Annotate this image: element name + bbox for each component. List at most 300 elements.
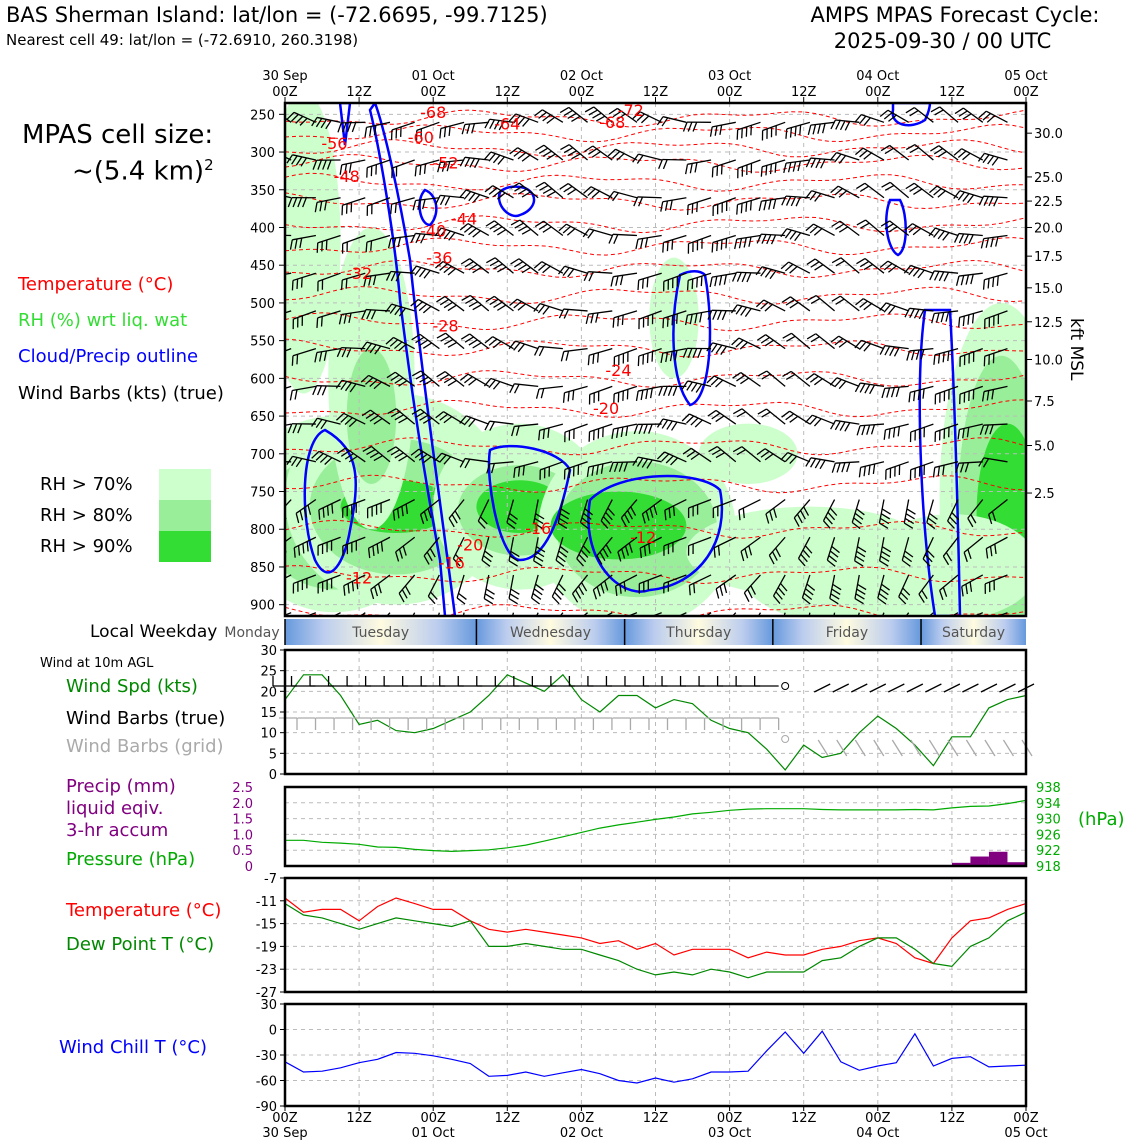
wind-barb-feather xyxy=(473,195,479,203)
temperature-panel xyxy=(256,872,1026,1001)
wind-barb-feather xyxy=(856,183,864,188)
wind-barb-feather xyxy=(672,422,677,430)
wind-barb-feather xyxy=(592,152,600,158)
wind-barb-feather xyxy=(494,264,503,269)
wind-barb-feather xyxy=(611,277,613,287)
wind-barb-feather xyxy=(981,239,983,249)
wind-barb-feather xyxy=(497,230,506,235)
wind-barb-feather xyxy=(948,351,949,361)
wind-barb xyxy=(787,122,810,129)
wind-barb-feather xyxy=(859,116,865,124)
pressure-tick-label: 450 xyxy=(250,259,275,275)
wind-barb xyxy=(614,386,637,394)
bottom-axis-date: 03 Oct xyxy=(708,1126,752,1140)
wind-barb-feather xyxy=(782,297,790,302)
wind-barb-feather xyxy=(692,279,693,289)
panel-tick-label: 10 xyxy=(260,726,277,742)
wind-barb-feather xyxy=(769,200,771,210)
wind-barbs-grid-label: Wind Barbs (grid) xyxy=(66,736,224,757)
wind-barb-feather xyxy=(830,378,837,385)
panel-tick-label: -23 xyxy=(255,963,277,979)
wind-barb-feather xyxy=(913,269,919,277)
wind-barb-feather xyxy=(717,241,718,251)
wind-barb-feather xyxy=(815,194,821,202)
wind-barb-feather xyxy=(855,115,861,123)
wind-barb xyxy=(662,160,686,161)
wind-barb-feather xyxy=(800,125,801,135)
wind-barb-feather xyxy=(938,466,939,476)
wind-barb xyxy=(470,259,489,274)
pressure-tick-label: 800 xyxy=(250,523,275,539)
bottom-axis-date: 05 Oct xyxy=(1004,1126,1048,1140)
wind-barb xyxy=(539,386,563,389)
wind-barb-feather xyxy=(664,386,668,395)
wind-barb-feather xyxy=(294,548,295,558)
wind-barb-feather xyxy=(682,381,688,389)
wind-barb xyxy=(837,378,859,387)
nearest-cell-subtitle: Nearest cell 49: lat/lon = (-72.6910, 260.3198) xyxy=(6,31,359,49)
weekday-name: Monday xyxy=(224,625,280,641)
wind-barb-feather xyxy=(292,356,293,366)
wind-barb-feather xyxy=(564,186,572,191)
wind-barb-feather xyxy=(391,204,392,214)
wind-barb-feather xyxy=(547,117,555,123)
wind-barb-feather xyxy=(276,196,282,204)
wind-barb-feather xyxy=(352,123,355,132)
wind-barb-feather xyxy=(715,126,717,136)
wind-barb-feather xyxy=(736,306,742,314)
top-axis-hour: 12Z xyxy=(939,85,965,100)
wind-barb xyxy=(519,183,538,198)
wind-barb-feather xyxy=(997,276,998,286)
wind-barb-feather xyxy=(783,371,792,376)
pressure-tick-label: 600 xyxy=(250,372,275,388)
wind-barb-feather xyxy=(687,416,694,423)
wind-barb-feather xyxy=(647,277,648,287)
wind-barb-feather xyxy=(695,420,702,427)
wind-barb-feather xyxy=(761,167,762,177)
wind-barb-feather xyxy=(914,391,915,401)
wind-barb-feather xyxy=(835,379,842,386)
wind-barb-feather xyxy=(946,312,949,322)
wind-barb-feather xyxy=(608,149,615,156)
panel-tick-label: -90 xyxy=(255,1100,277,1115)
wind-barb xyxy=(470,334,489,349)
wind-barb-feather xyxy=(467,124,470,134)
wind-panel-title: Wind at 10m AGL xyxy=(40,656,154,671)
weekday-name: Saturday xyxy=(941,625,1006,641)
kft-tick-label: 17.5 xyxy=(1034,250,1063,266)
wind-barb xyxy=(713,198,736,206)
wind-barb-feather xyxy=(423,343,431,348)
wind-barb-feather xyxy=(667,241,668,251)
wind-barb xyxy=(491,378,514,386)
wind-barb-feather xyxy=(268,394,269,404)
wind-barb-feather xyxy=(268,235,272,244)
wind-barb-feather xyxy=(567,229,575,236)
wind-barb-feather xyxy=(811,262,819,267)
legend-rh: RH (%) wrt liq. wat xyxy=(18,310,188,331)
wind-barb-feather xyxy=(636,391,638,401)
wind-barb-feather xyxy=(775,163,776,173)
wind-barb-feather xyxy=(278,581,279,591)
wind-barb-feather xyxy=(935,271,939,280)
wind-barb-feather xyxy=(522,267,530,272)
kft-tick-label: 5.0 xyxy=(1034,439,1055,455)
wind-barb-feather xyxy=(485,594,494,599)
wind-barb-feather xyxy=(522,155,530,161)
wind-barb-feather xyxy=(272,392,273,402)
wind-barb-feather xyxy=(961,275,963,285)
cell-size-label: MPAS cell size: xyxy=(22,120,214,150)
wind-barb xyxy=(564,349,588,352)
wind-barb xyxy=(593,146,612,160)
wind-barb-feather xyxy=(475,159,480,168)
wind-barb-feather xyxy=(539,148,548,153)
wind-barb-feather xyxy=(933,467,934,477)
wind-barb-feather xyxy=(867,425,870,435)
wind-barb-feather xyxy=(322,317,323,327)
pressure-tick-label: 918 xyxy=(1036,860,1061,875)
wind-barb-feather xyxy=(711,344,717,352)
wind-barb xyxy=(890,145,909,160)
wind-barb-feather xyxy=(733,409,742,414)
wind-barb-feather xyxy=(532,598,540,604)
wind-barb-feather xyxy=(272,317,273,327)
wind-barb-feather xyxy=(275,276,277,286)
pressure-tick-label: 750 xyxy=(250,485,275,501)
temperature-label: -68 xyxy=(599,112,626,132)
wind-barb-feather xyxy=(795,126,796,136)
wind-barb-feather xyxy=(266,277,268,287)
wind-barb-feather xyxy=(810,376,818,382)
wind-barb xyxy=(786,160,810,163)
wind-barb-feather xyxy=(892,388,895,398)
wind-barb-feather xyxy=(887,388,890,398)
wind-barb-feather xyxy=(618,316,619,326)
wind-barb-feather xyxy=(714,548,715,558)
wind-barb-feather xyxy=(831,420,836,429)
wind-barb-feather xyxy=(816,159,820,168)
wind-barb-feather xyxy=(713,310,717,319)
wind-barb-feather xyxy=(783,333,792,338)
wind-barb-feather xyxy=(884,113,892,119)
wind-barb-feather xyxy=(836,299,845,304)
wind-barb-feather xyxy=(564,309,568,318)
wind-barb-feather xyxy=(663,243,664,253)
wind-barb-feather xyxy=(840,422,845,431)
wind-barb-feather xyxy=(489,154,495,162)
wind-barb-feather xyxy=(275,517,280,526)
wind-barb xyxy=(885,386,909,388)
wind-barb-feather xyxy=(588,355,589,365)
wind-barb-feather xyxy=(411,233,415,242)
wind-barb-feather xyxy=(511,589,520,594)
wind-barb xyxy=(613,273,637,276)
wind-barb-feather xyxy=(515,384,520,393)
wind-barb-feather xyxy=(560,107,569,112)
wind-barb xyxy=(589,349,612,356)
wind-barb-feather xyxy=(464,377,472,383)
bottom-axis-hour: 00Z xyxy=(272,1111,298,1126)
wind-barb-feather xyxy=(448,380,457,385)
top-axis-date: 05 Oct xyxy=(1004,69,1048,84)
precip-label-1: Precip (mm) xyxy=(66,776,176,797)
wind-barb-feather xyxy=(449,126,450,136)
wind-barb-feather xyxy=(906,108,915,113)
wind-barb-feather xyxy=(835,224,843,229)
wind-barb-feather xyxy=(808,125,810,135)
wind-barb-feather xyxy=(938,231,944,239)
temperature-label: -68 xyxy=(420,103,447,123)
wind-barb-feather xyxy=(585,107,594,112)
wind-barb-feather xyxy=(484,152,490,160)
wind-barb-feather xyxy=(448,342,457,347)
top-axis-hour: 00Z xyxy=(272,85,298,100)
wind-barb-feather xyxy=(535,145,544,150)
wind-barb xyxy=(613,424,636,429)
wind-barb-feather xyxy=(758,371,767,376)
wind-barb xyxy=(542,110,562,123)
wind-barb-feather xyxy=(638,280,639,290)
wind-barb-feather xyxy=(737,205,738,215)
wind-barb-feather xyxy=(909,392,910,402)
wind-barb-feather xyxy=(697,277,698,287)
kft-tick-label: 20.0 xyxy=(1034,221,1063,237)
wind-barb-feather xyxy=(688,280,689,290)
wind-barb-feather xyxy=(860,301,868,307)
wind-barb-feather xyxy=(740,378,748,384)
wind-barb-feather xyxy=(419,304,427,311)
wind-barb-feather xyxy=(537,389,539,399)
wind-barb-feather xyxy=(910,309,915,318)
wind-barb-feather xyxy=(657,419,662,427)
wind-barb-feather xyxy=(733,373,741,379)
wind-barb-feather xyxy=(395,203,396,213)
pressure-tick-label: 938 xyxy=(1036,781,1061,796)
weekday-name: Thursday xyxy=(666,625,732,641)
wind-barb-feather xyxy=(370,126,371,136)
wind-barb-feather xyxy=(497,267,506,272)
wind-barb-feather xyxy=(721,346,727,354)
wind-barb-feather xyxy=(484,599,493,604)
wind-barb-feather xyxy=(534,589,542,595)
wind-barb-feather xyxy=(923,389,924,399)
wind-barb-feather xyxy=(697,202,698,212)
wind-barb-feather xyxy=(413,201,415,211)
wind-barb-feather xyxy=(726,238,727,248)
wind-barb-feather xyxy=(708,410,716,416)
wind-barb-feather xyxy=(663,318,664,328)
top-axis-date: 02 Oct xyxy=(559,69,603,84)
wind-barb-feather xyxy=(913,228,921,234)
wind-barb-feather xyxy=(762,234,766,243)
wind-barb-feather xyxy=(967,195,973,203)
wind-barb-feather xyxy=(465,337,474,342)
wind-barb-feather xyxy=(460,157,465,166)
wind-barb-feather xyxy=(489,188,497,194)
wind-barb xyxy=(863,148,884,160)
wind-barb-feather xyxy=(441,196,445,205)
wind-barb-feather xyxy=(322,386,326,395)
precip-pressure-panel xyxy=(232,781,1061,875)
temperature-label: -20 xyxy=(593,398,620,418)
wind-barb-feather xyxy=(461,259,469,264)
wind-barb-feather xyxy=(469,193,475,201)
wind-barb-feather xyxy=(720,586,723,596)
wind-barb-feather xyxy=(457,598,465,604)
wind-barb xyxy=(886,462,909,470)
wind-barb-feather xyxy=(757,335,765,341)
wind-barb-feather xyxy=(295,390,297,400)
kft-tick-label: 30.0 xyxy=(1034,127,1063,143)
pressure-tick-label: 934 xyxy=(1036,796,1061,812)
precip-bar xyxy=(970,857,989,866)
weekday-label: Local Weekday xyxy=(90,622,218,642)
wind-barb xyxy=(465,122,489,124)
wind-barb-feather xyxy=(462,125,465,135)
wind-barb xyxy=(367,160,390,168)
wind-barb-feather xyxy=(987,116,994,123)
wind-barb-feather xyxy=(297,279,298,289)
wind-barb-feather xyxy=(746,202,747,212)
temperature-label: -64 xyxy=(494,114,521,134)
top-axis-date: 03 Oct xyxy=(708,69,752,84)
wind-barb-feather xyxy=(957,276,959,286)
wind-barb-feather xyxy=(511,259,519,264)
wind-barb-feather xyxy=(539,224,547,229)
wind-barb-feather xyxy=(839,381,846,388)
cell-size-superscript: 2 xyxy=(204,156,214,174)
wind-barb-feather xyxy=(691,383,697,391)
wind-barb-feather xyxy=(722,311,726,320)
wind-barb-feather xyxy=(939,272,943,281)
temperature-label: -28 xyxy=(432,316,459,336)
wind-barb-feather xyxy=(290,391,292,401)
wind-barb xyxy=(914,183,933,197)
wind-barb-feather xyxy=(885,346,890,355)
wind-barb-feather xyxy=(869,465,870,475)
wind-barb-feather xyxy=(497,305,505,310)
wind-barb xyxy=(588,311,612,314)
wind-barb-feather xyxy=(547,192,556,197)
wind-barb xyxy=(518,148,539,160)
wind-barb xyxy=(861,340,884,348)
wind-barb xyxy=(963,108,982,122)
panel-tick-label: 20 xyxy=(260,685,277,701)
pressure-tick-label: 500 xyxy=(250,296,275,312)
wind-barb xyxy=(342,160,366,165)
wind-barb xyxy=(766,335,786,349)
wind-barb-feather xyxy=(317,318,318,328)
bottom-axis-date: 02 Oct xyxy=(559,1126,603,1140)
panel-tick-label: 5 xyxy=(268,747,277,763)
wind-barb-feather xyxy=(837,463,840,473)
wind-barb-feather xyxy=(687,382,693,390)
wind-barb-feather xyxy=(264,462,268,471)
wind-barb-feather xyxy=(673,386,677,395)
wind-barb-feather xyxy=(955,108,963,113)
wind-barb-feather xyxy=(637,155,643,163)
legend-temperature: Temperature (°C) xyxy=(18,274,174,295)
wind-barb-feather xyxy=(716,380,723,387)
wind-barb xyxy=(959,273,983,276)
wind-barb xyxy=(860,424,884,426)
precip-tick-label: 1.0 xyxy=(232,828,253,844)
wind-barb-feather xyxy=(511,220,520,225)
wind-barb xyxy=(790,411,810,424)
wind-barb-feather xyxy=(906,514,915,519)
wind-barb-feather xyxy=(692,204,693,214)
wind-barb-feather xyxy=(864,118,870,126)
wind-barb xyxy=(865,183,884,197)
wind-barb-feather xyxy=(865,384,870,393)
wind-barb-feather xyxy=(668,386,672,395)
wind-barb-feather xyxy=(806,458,811,467)
wind-barb-feather xyxy=(266,428,268,438)
wind-barb xyxy=(391,235,415,238)
weekday-name: Friday xyxy=(825,625,869,641)
wind-barb-feather xyxy=(323,508,324,518)
wind-barb-feather xyxy=(459,593,467,599)
wind-barb-feather xyxy=(784,163,786,173)
panel-tick-label: 25 xyxy=(260,664,277,680)
panel-tick-label: 15 xyxy=(260,706,277,721)
wind-barb-feather xyxy=(910,111,919,116)
wind-barb-feather xyxy=(518,304,526,310)
wind-barb-feather xyxy=(646,389,648,399)
station-title: BAS Sherman Island: lat/lon = (-72.6695, -99.7125) xyxy=(6,3,548,27)
windchill-panel xyxy=(256,998,1026,1115)
wind-barb-feather xyxy=(856,299,864,305)
wind-barb-feather xyxy=(889,306,895,314)
bottom-axis-hour: 00Z xyxy=(1013,1111,1039,1126)
wind-barb-feather xyxy=(793,162,795,172)
temperature-label: -60 xyxy=(407,127,434,147)
wind-barb-feather xyxy=(936,313,939,323)
top-time-axis xyxy=(262,69,1047,103)
wind-barb-feather xyxy=(641,390,643,400)
kft-tick-label: 2.5 xyxy=(1034,487,1055,503)
wind-barb xyxy=(984,196,1008,198)
wind-barb-feather xyxy=(959,234,963,243)
precip-tick-label: 1.5 xyxy=(232,812,253,828)
wind-barb-feather xyxy=(533,593,541,599)
panel-tick-label: 0 xyxy=(268,1023,277,1039)
wind-barb-feather xyxy=(539,112,547,118)
wind-barb-feather xyxy=(448,305,456,310)
panel-tick-label: -30 xyxy=(255,1049,277,1064)
wind-barb-feather xyxy=(835,421,840,430)
wind-barb xyxy=(886,303,909,311)
wind-barb-feather xyxy=(724,275,726,285)
wind-barb xyxy=(738,160,761,168)
wind-barb-feather xyxy=(365,127,366,137)
wind-barb-feather xyxy=(299,546,300,556)
wind-barb-feather xyxy=(489,380,495,388)
top-axis-hour: 00Z xyxy=(865,85,891,100)
wind-barb-feather xyxy=(273,235,277,244)
wind-barb-feather xyxy=(741,203,742,213)
wind-barb-feather xyxy=(688,205,689,215)
wind-barb-feather xyxy=(882,388,885,398)
wind-barb-feather xyxy=(934,230,940,238)
wind-barb-feather xyxy=(460,190,466,198)
wind-spd-label: Wind Spd (kts) xyxy=(66,676,198,697)
panel-tick-label: -15 xyxy=(255,917,277,933)
wind-barb-feather xyxy=(860,186,868,191)
wind-barb-feather xyxy=(786,300,794,305)
